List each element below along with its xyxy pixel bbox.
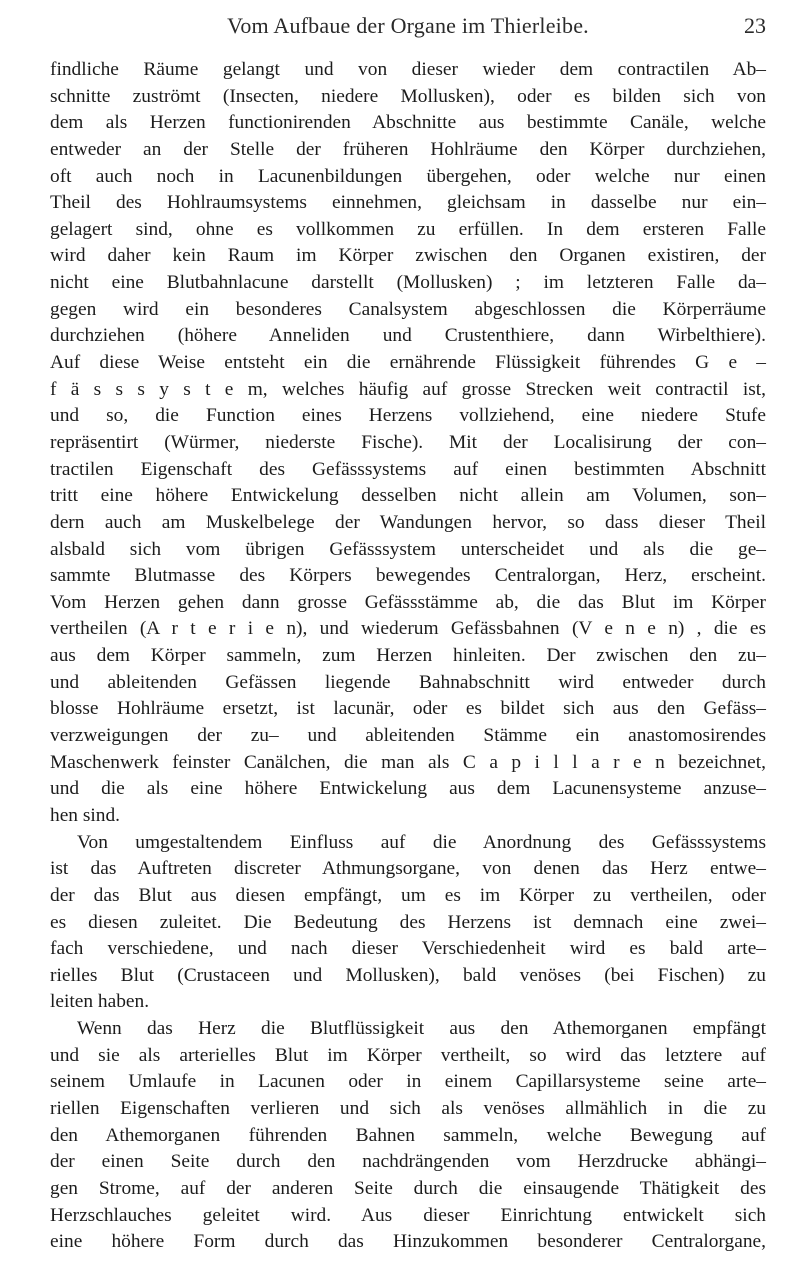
text-line: nicht eine Blutbahnlacune darstellt (Mollusken) ; im letzteren Falle da– <box>50 272 766 294</box>
paragraph-end-line: leiten haben. <box>50 991 150 1013</box>
text-line: rielles Blut (Crustaceen und Mollusken), bald venöses (bei Fischen) zu <box>50 964 766 986</box>
text-line: alsbald sich vom übrigen Gefässsystem unterscheidet und als die ge– <box>50 538 766 560</box>
text-line: repräsentirt (Würmer, niederste Fische). Mit der Localisirung der con– <box>50 431 766 453</box>
text-line: schnitte zuströmt (Insecten, niedere Mollusken), oder es bilden sich von <box>50 85 766 107</box>
page-header <box>50 13 766 47</box>
text-line: seinem Umlaufe in Lacunen oder in einem Capillarsysteme seine arte– <box>50 1071 766 1093</box>
running-title: Vom Aufbaue der Organe im Thierleibe. <box>227 13 589 38</box>
text-line: der das Blut aus diesen empfängt, um es im Körper zu vertheilen, oder <box>50 884 766 906</box>
text-line: dern auch am Muskelbelege der Wandungen hervor, so dass dieser Theil <box>50 511 766 533</box>
text-line: aus dem Körper sammeln, zum Herzen hinleiten. Der zwischen den zu– <box>50 645 766 667</box>
text-line: Auf diese Weise entsteht ein die ernährende Flüssigkeit führendes G e – <box>50 352 766 374</box>
text-line: Vom Herzen gehen dann grosse Gefässstämme ab, die das Blut im Körper <box>50 591 766 613</box>
body-text <box>50 57 766 1256</box>
text-line: tractilen Eigenschaft des Gefässsystems auf einen bestimmten Abschnitt <box>50 458 766 480</box>
text-line: und die als eine höhere Entwickelung aus dem Lacunensysteme anzuse– <box>50 778 766 800</box>
text-line: dem als Herzen functionirenden Abschnitte aus bestimmte Canäle, welche <box>50 112 766 134</box>
text-line: Theil des Hohlraumsystems einnehmen, gleichsam in dasselbe nur ein– <box>50 192 766 214</box>
text-line: den Athemorganen führenden Bahnen sammeln, welche Bewegung auf <box>50 1124 766 1146</box>
text-line: es diesen zuleitet. Die Bedeutung des Herzens ist demnach eine zwei– <box>50 911 766 933</box>
text-line: blosse Hohlräume ersetzt, ist lacunär, oder es bildet sich aus den Gefäss– <box>50 698 766 720</box>
text-line: eine höhere Form durch das Hinzukommen besonderer Centralorgane, <box>50 1231 766 1253</box>
text-line: durchziehen (höhere Anneliden und Crustenthiere, dann Wirbelthiere). <box>50 325 766 347</box>
text-line: Herzschlauches geleitet wird. Aus dieser Einrichtung entwickelt sich <box>50 1204 766 1226</box>
text-line: und so, die Function eines Herzens vollziehend, eine niedere Stufe <box>50 405 766 427</box>
text-line: f ä s s s y s t e m, welches häufig auf grosse Strecken weit contractil ist, <box>50 378 766 400</box>
paragraph-end-line: hen sind. <box>50 804 121 826</box>
text-line: gen Strome, auf der anderen Seite durch die einsaugende Thätigkeit des <box>50 1177 766 1199</box>
text-line: riellen Eigenschaften verlieren und sich als venöses allmählich in die zu <box>50 1097 766 1119</box>
page-number: 23 <box>744 13 766 38</box>
text-line: findliche Räume gelangt und von dieser wieder dem contractilen Ab– <box>50 59 766 80</box>
text-line: entweder an der Stelle der früheren Hohlräume den Körper durchziehen, <box>50 138 766 160</box>
text-line: der einen Seite durch den nachdrängenden vom Herzdrucke abhängi– <box>50 1151 766 1173</box>
text-line: fach verschiedene, und nach dieser Verschiedenheit wird es bald arte– <box>50 938 766 960</box>
text-line: und sie als arterielles Blut im Körper vertheilt, so wird das letztere auf <box>50 1044 766 1066</box>
text-line: tritt eine höhere Entwickelung desselben nicht allein am Volumen, son– <box>50 485 766 507</box>
text-line: gelagert sind, ohne es vollkommen zu erfüllen. In dem ersteren Falle <box>50 218 766 240</box>
text-line: ist das Auftreten discreter Athmungsorgane, von denen das Herz entwe– <box>50 858 766 880</box>
text-line: Maschenwerk feinster Canälchen, die man als C a p i l l a r e n bezeichnet, <box>50 751 766 773</box>
paragraph-start-line: Von umgestaltendem Einfluss auf die Anordnung des Gefässsystems <box>77 831 766 853</box>
text-line: wird daher kein Raum im Körper zwischen den Organen existiren, der <box>50 245 766 267</box>
paragraph-start-line: Wenn das Herz die Blutflüssigkeit aus den Athemorganen empfängt <box>77 1018 766 1040</box>
text-line: und ableitenden Gefässen liegende Bahnabschnitt wird entweder durch <box>50 671 766 693</box>
text-line: vertheilen (A r t e r i e n), und wiederum Gefässbahnen (V e n e n) , die es <box>50 618 766 640</box>
text-line: verzweigungen der zu– und ableitenden Stämme ein anastomosirendes <box>50 725 766 747</box>
text-line: gegen wird ein besonderes Canalsystem abgeschlossen die Körperräume <box>50 298 766 320</box>
text-line: sammte Blutmasse des Körpers bewegendes Centralorgan, Herz, erscheint. <box>50 565 766 587</box>
text-line: oft auch noch in Lacunenbildungen übergehen, oder welche nur einen <box>50 165 766 187</box>
